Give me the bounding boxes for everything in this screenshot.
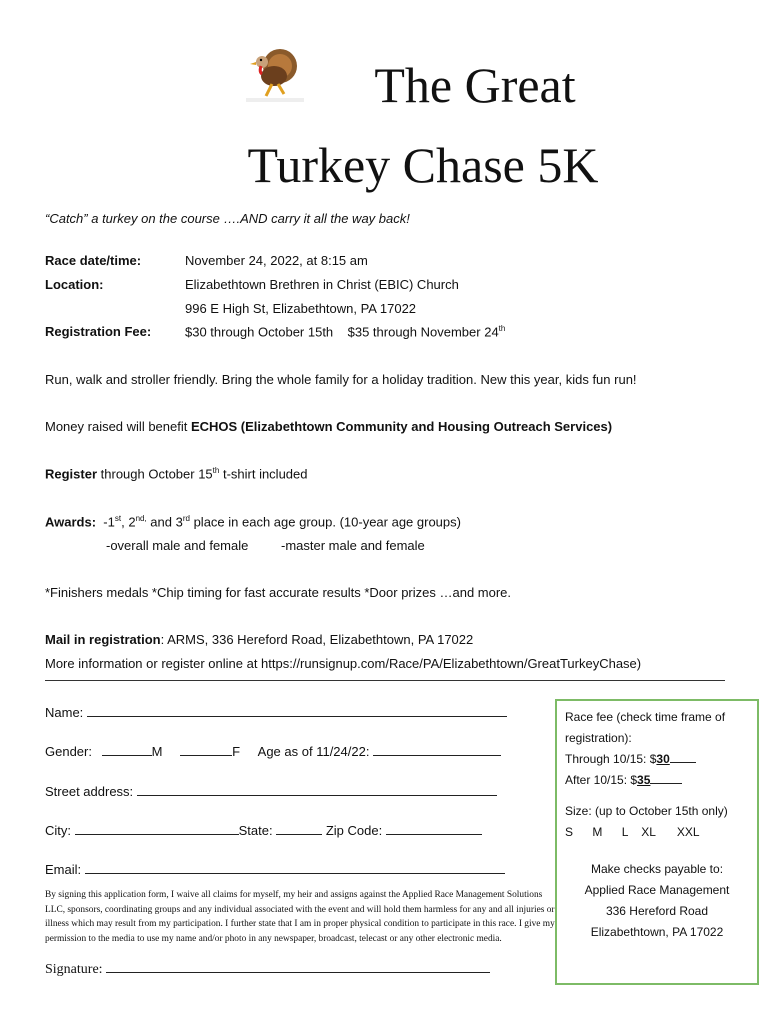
title-line-2: Turkey Chase 5K (247, 137, 599, 193)
size-m[interactable]: M (592, 825, 603, 839)
box-after-label: After 10/15: $ (565, 773, 638, 787)
box-checks-title: Make checks payable to: (590, 862, 724, 876)
title-line-1: The Great (374, 57, 576, 113)
signature-field[interactable] (106, 960, 490, 973)
awards-label: Awards: (45, 514, 97, 530)
box-payee-line-3: Elizabethtown, PA 17022 (590, 925, 724, 939)
awards-1: -1 (103, 514, 115, 530)
location-label: Location: (45, 277, 104, 292)
street-row (45, 783, 497, 799)
box-after-blank[interactable] (650, 773, 682, 784)
state-label: State: (238, 823, 273, 838)
location-line-2: 996 E High St, Elizabethtown, PA 17022 (185, 301, 417, 316)
money-org: ECHOS (Elizabethtown Community and Housing Outreach Services) (190, 419, 613, 434)
name-row (45, 704, 507, 720)
gender-label: Gender: (45, 744, 92, 759)
fee-label: Registration Fee: (45, 324, 152, 339)
signature-row (45, 960, 490, 978)
city-row (45, 822, 482, 838)
tagline: “Catch” a turkey on the course ….AND carry it all the way back! (45, 211, 410, 226)
race-date-label: Race date/time: (45, 253, 142, 268)
gender-f-label: F (232, 744, 241, 759)
box-through-amount: 30 (656, 752, 670, 766)
name-label: Name: (45, 705, 84, 720)
gender-row (45, 743, 501, 759)
race-date-value: November 24, 2022, at 8:15 am (185, 253, 368, 268)
state-field[interactable] (276, 822, 322, 835)
box-through-blank[interactable] (670, 752, 696, 763)
register-bold: Register (45, 466, 98, 482)
finishers-text: *Finishers medals *Chip timing for fast accurate results *Door prizes …and more. (45, 585, 512, 600)
awards-overall: -overall male and female (106, 538, 249, 553)
size-l[interactable]: L (621, 825, 628, 839)
zip-field[interactable] (386, 822, 482, 835)
gender-f-field[interactable] (180, 743, 232, 756)
awards-master: -master male and female (281, 538, 425, 553)
email-row (45, 861, 505, 877)
gender-m-field[interactable] (102, 743, 152, 756)
fee-info-box (555, 699, 759, 985)
awards-line-1 (45, 514, 461, 529)
mail-label: Mail in registration (45, 632, 161, 647)
box-through-row (565, 749, 749, 770)
size-s[interactable]: S (565, 825, 574, 839)
awards-2-sup: nd, (135, 514, 147, 523)
box-sizes-row (565, 822, 749, 843)
box-through-label: Through 10/15: $ (565, 752, 657, 766)
location-line-1: Elizabethtown Brethren in Christ (EBIC) Church (185, 277, 459, 292)
size-xl[interactable]: XL (641, 825, 656, 839)
register-tail: t-shirt included (219, 466, 308, 482)
email-field[interactable] (85, 861, 505, 874)
fee-late: $35 through November 24 (347, 324, 499, 340)
waiver-text: By signing this application form, I waive all claims for myself, my heir and assigns against the Applied Race Management Solutions LLC, sponsors, coordinating groups and any individual associated with the event and will hold them harmless for any and all injuries or illness which may result from my participation. I further state that I am in proper physical condition to participate in this race. I give my permission to the media to use my name and/or photo in any newspaper, broadcast, telecast or any other electronic media. (45, 890, 555, 944)
box-payee-line-2: 336 Hereford Road (605, 904, 709, 918)
register-sup: th (212, 466, 220, 475)
age-label: Age as of 11/24/22: (257, 744, 370, 759)
gender-m-label: M (151, 744, 163, 759)
awards-3-sup: rd (182, 514, 190, 523)
street-label: Street address: (45, 784, 134, 799)
mail-text (45, 632, 473, 647)
name-field[interactable] (87, 704, 507, 717)
mail-address: : ARMS, 336 Hereford Road, Elizabethtown, PA 17022 (160, 632, 474, 647)
more-info-link[interactable]: More information or register online at https://runsignup.com/Race/PA/Elizabethtown/GreatTurkeyChase) (45, 656, 642, 671)
register-text (45, 466, 308, 481)
street-field[interactable] (137, 783, 497, 796)
awards-1-sup: st (114, 514, 122, 523)
size-xxl[interactable]: XXL (676, 825, 700, 839)
box-fee-title: Race fee (check time frame of registration): (565, 710, 726, 745)
money-prefix: Money raised will benefit (45, 419, 191, 434)
city-field[interactable] (75, 822, 239, 835)
email-label: Email: (45, 862, 82, 877)
money-text (45, 419, 612, 434)
awards-2: , 2 (121, 514, 136, 530)
separator-line (45, 680, 725, 681)
fee-value (185, 324, 505, 339)
city-label: City: (45, 823, 71, 838)
fee-early: $30 through October 15th (185, 324, 334, 340)
box-payee-line-1: Applied Race Management (584, 883, 730, 897)
awards-3: and 3 (146, 514, 183, 530)
friendly-text: Run, walk and stroller friendly. Bring the whole family for a holiday tradition. New this year, kids fun run! (45, 372, 637, 387)
zip-label: Zip Code: (325, 823, 383, 838)
box-after-amount: 35 (637, 773, 651, 787)
box-size-title: Size: (up to October 15th only) (565, 804, 728, 818)
age-field[interactable] (373, 743, 501, 756)
register-body: through October 15 (97, 466, 213, 482)
signature-label: Signature: (45, 962, 103, 977)
awards-4: place in each age group. (10-year age groups) (189, 514, 461, 530)
box-after-row (565, 770, 749, 791)
fee-late-sup: th (498, 324, 506, 333)
